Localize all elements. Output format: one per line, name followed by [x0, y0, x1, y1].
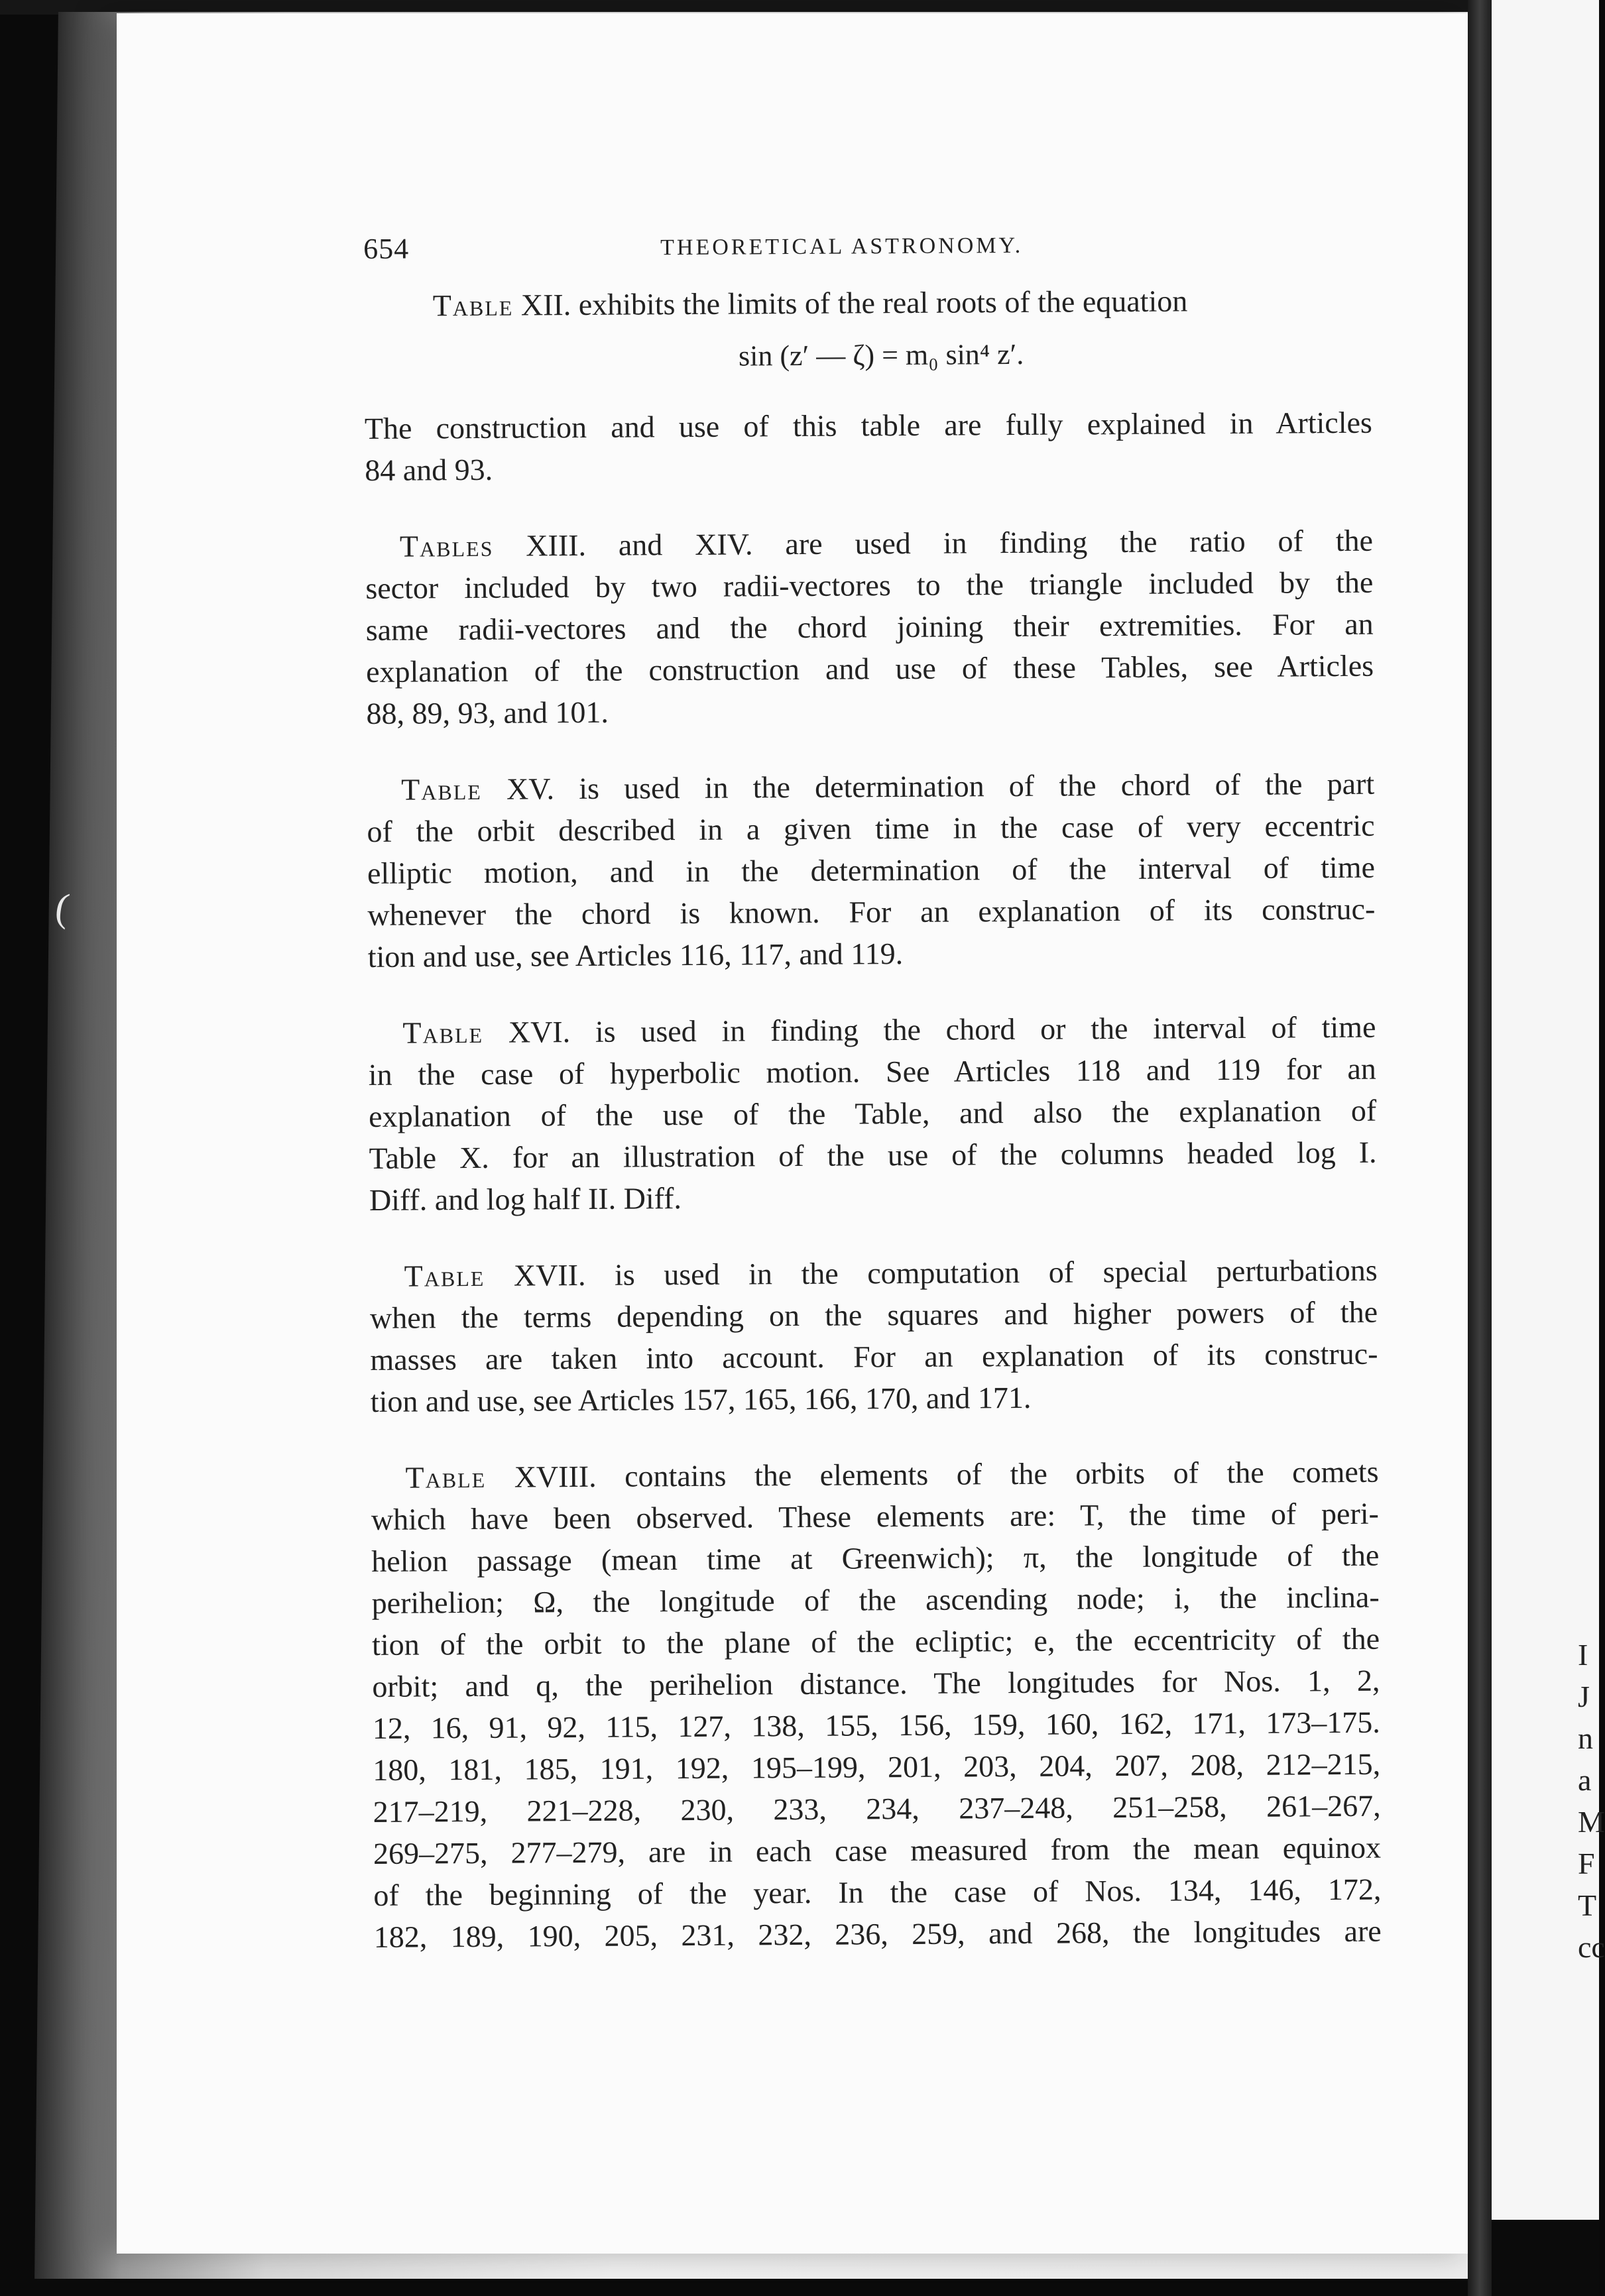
text-line: in the case of hyperbolic motion. See Articles 118 and 119 for an	[368, 1051, 1376, 1092]
adjacent-line: a	[1578, 1763, 1592, 1797]
text-line: Tables XIII. and XIV. are used in finding the ratio of the	[399, 523, 1374, 563]
paragraph-table-xviii	[371, 1451, 1382, 1958]
text-line: perihelion; Ω, the longitude of the ascending node; i, the inclina-	[371, 1579, 1380, 1620]
text-line: Diff. and log half II. Diff.	[369, 1181, 682, 1217]
text-line: orbit; and q, the perihelion distance. The longitudes for Nos. 1, 2,	[372, 1663, 1380, 1703]
adjacent-line: J	[1578, 1680, 1590, 1713]
text-line: elliptic motion, and in the determination of the interval of time	[367, 850, 1376, 890]
text-line: of the orbit described in a given time in the case of very eccentric	[367, 808, 1375, 848]
text-line: 217–219, 221–228, 230, 233, 234, 237–248, 251–258, 261–267,	[373, 1788, 1381, 1829]
paragraph-table-xvii	[369, 1249, 1378, 1422]
text-line: of the beginning of the year. In the case of Nos. 134, 146, 172,	[373, 1872, 1382, 1912]
text-line: 12, 16, 91, 92, 115, 127, 138, 155, 156, 159, 160, 162, 171, 173–175.	[372, 1705, 1380, 1745]
page-header	[363, 219, 1372, 285]
adjacent-line: T	[1578, 1888, 1597, 1922]
text-line: explanation of the construction and use of these Tables, see Articles	[365, 648, 1374, 689]
text-line: The construction and use of this table are fully explained in Articles	[364, 405, 1372, 445]
adjacent-page-text	[1578, 1634, 1604, 1968]
text-line: when the terms depending on the squares and higher powers of the	[369, 1294, 1378, 1335]
margin-mark: (	[52, 884, 72, 931]
text-line: Table X. for an illustration of the use of the columns headed log I.	[369, 1135, 1377, 1175]
text-line: masses are taken into account. For an explanation of its construc-	[370, 1336, 1378, 1377]
paragraph-construction	[365, 402, 1373, 491]
text-line: 88, 89, 93, and 101.	[366, 695, 609, 730]
text-line: sector included by two radii-vectores to the triangle included by the	[365, 565, 1374, 605]
equation: sin (z′ — ζ) = m₀ sin⁴ z′.	[738, 337, 1024, 373]
adjacent-page	[1492, 0, 1605, 2296]
running-title: THEORETICAL ASTRONOMY.	[660, 233, 1024, 260]
text-line: Table XV. is used in the determination of the chord of the part	[401, 766, 1375, 807]
text-line: explanation of the use of the Table, and also the explanation of	[369, 1093, 1377, 1133]
text-line: 182, 189, 190, 205, 231, 232, 236, 259, and 268, the longitudes are	[373, 1914, 1382, 1954]
text-line: Table XVI. is used in finding the chord or the interval of time	[402, 1009, 1376, 1050]
adjacent-line: M	[1578, 1805, 1605, 1839]
book-gutter	[1468, 0, 1494, 2296]
text-line: tion of the orbit to the plane of the ecliptic; e, the eccentricity of the	[371, 1621, 1380, 1662]
scan-bottom-edge	[1492, 2220, 1599, 2296]
text-line: which have been observed. These elements are: T, the time of peri-	[371, 1496, 1380, 1536]
paragraph-table-xvi	[368, 1006, 1377, 1221]
text-line: same radii-vectores and the chord joining their extremities. For an	[365, 606, 1374, 647]
page-number: 654	[363, 232, 410, 265]
adjacent-line: cc	[1578, 1930, 1605, 1964]
text-line: 269–275, 277–279, are in each case measured from the mean equinox	[373, 1830, 1382, 1870]
adjacent-line: n	[1578, 1721, 1593, 1755]
adjacent-line: F	[1578, 1847, 1595, 1880]
adjacent-line: I	[1578, 1638, 1588, 1672]
paragraph-table-xv	[367, 763, 1376, 978]
text-line: 84 and 93.	[365, 452, 493, 487]
text-line: tion and use, see Articles 157, 165, 166, 170, and 171.	[370, 1380, 1032, 1418]
page-content	[363, 219, 1382, 1992]
text-line: 180, 181, 185, 191, 192, 195–199, 201, 203, 204, 207, 208, 212–215,	[373, 1747, 1381, 1787]
text-line: Table XVII. is used in the computation of special perturbations	[404, 1253, 1378, 1293]
text-line: Table XVIII. contains the elements of the orbits of the comets	[405, 1454, 1379, 1495]
text-line: whenever the chord is known. For an explanation of its construc-	[367, 891, 1376, 932]
paragraph-tables-xiii-xiv	[365, 520, 1374, 734]
text-line: Table XII. exhibits the limits of the real roots of the equation	[432, 284, 1188, 323]
paragraph-table-xii	[364, 279, 1372, 327]
text-line: helion passage (mean time at Greenwich); π, the longitude of the	[371, 1538, 1380, 1578]
text-line: tion and use, see Articles 116, 117, and 119.	[367, 937, 904, 974]
